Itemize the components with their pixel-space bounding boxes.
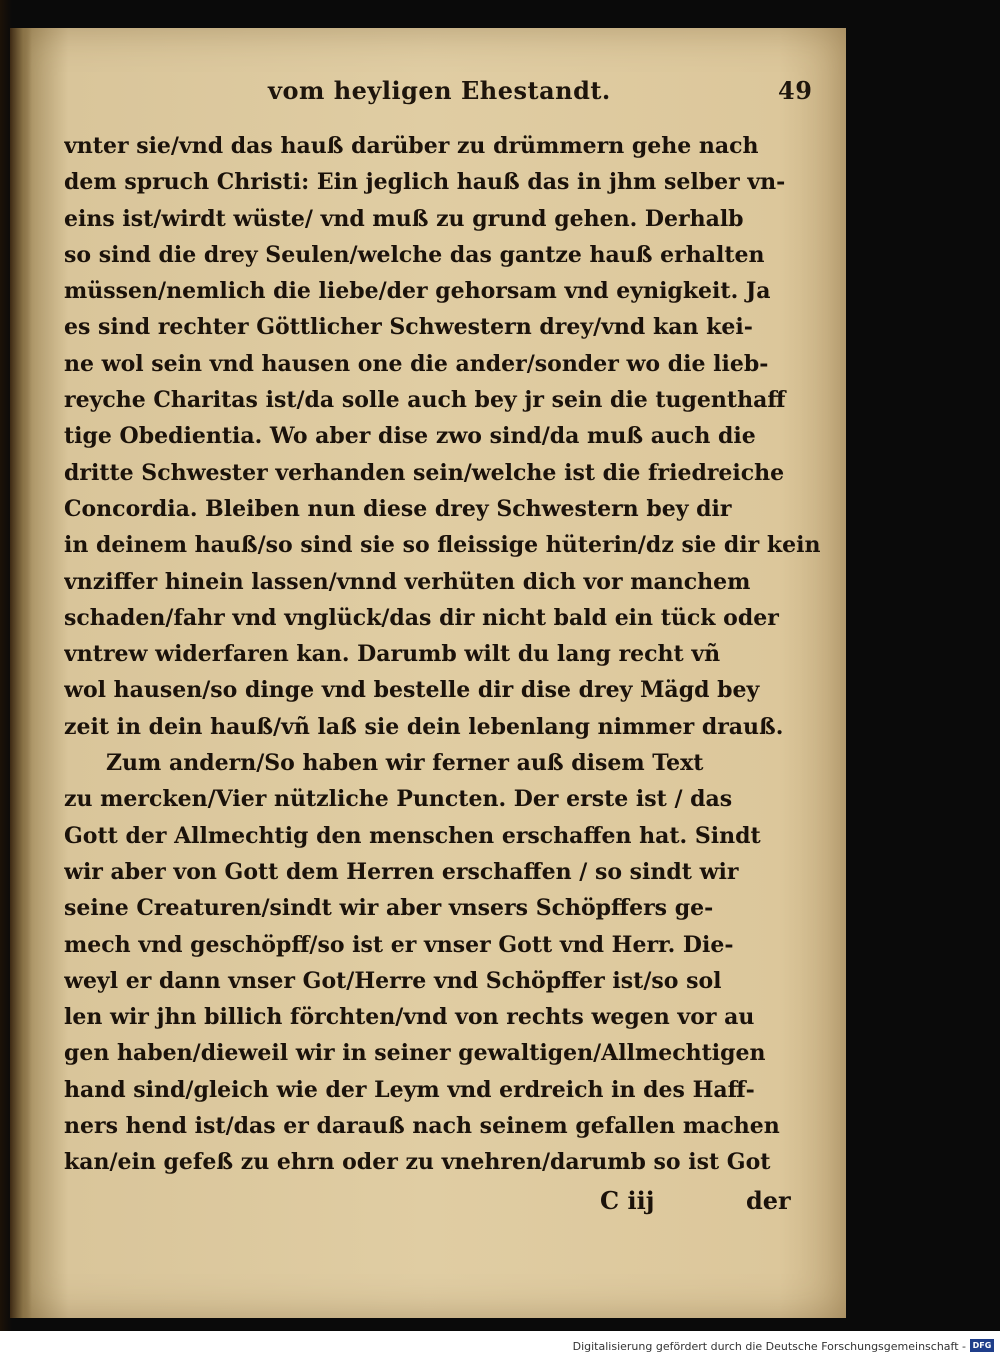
text-line: kan/ein gefeß zu ehrn oder zu vnehren/darumb so ist Got — [64, 1149, 771, 1176]
text-line: wir aber von Gott dem Herren erschaffen / so sindt wir — [64, 858, 739, 885]
catchword: der — [746, 1186, 791, 1215]
text-line: mech vnd geschöpff/so ist er vnser Gott vnd Herr. Die- — [64, 931, 734, 958]
text-line: vnziffer hinein lassen/vnnd verhüten dich vor manchem — [64, 568, 751, 595]
book-page — [10, 28, 846, 1318]
text-line: zeit in dein hauß/vñ laß sie dein lebenlang nimmer drauß. — [64, 713, 784, 740]
dfg-logo: DFG — [970, 1339, 994, 1352]
text-line: Concordia. Bleiben nun diese drey Schwestern bey dir — [64, 495, 732, 522]
text-line: seine Creaturen/sindt wir aber vnsers Schöpffers ge- — [64, 895, 714, 922]
catchline — [600, 1186, 830, 1222]
text-line: reyche Charitas ist/da solle auch bey jr sein die tugenthaff — [64, 387, 786, 414]
text-line: schaden/fahr vnd vnglück/das dir nicht bald ein tück oder — [64, 604, 779, 631]
funding-credit: Digitalisierung gefördert durch die Deutsche Forschungsgemeinschaft - — [572, 1340, 966, 1353]
page-binding-shadow — [10, 28, 32, 1318]
text-line: weyl er dann vnser Got/Herre vnd Schöpffer ist/so sol — [64, 967, 722, 994]
page-number: 49 — [778, 76, 813, 105]
text-line: dritte Schwester verhanden sein/welche ist die friedreiche — [64, 459, 785, 486]
text-line: Gott der Allmechtig den menschen erschaffen hat. Sindt — [64, 822, 761, 849]
text-line: wol hausen/so dinge vnd bestelle dir dise drey Mägd bey — [64, 677, 760, 704]
text-line: vntrew widerfaren kan. Darumb wilt du lang recht vñ — [64, 641, 721, 668]
signature-mark: C iij — [600, 1186, 655, 1215]
text-line: hand sind/gleich wie der Leym vnd erdreich in des Haff- — [64, 1076, 755, 1103]
text-line: gen haben/dieweil wir in seiner gewaltigen/Allmechtigen — [64, 1040, 766, 1067]
text-line: len wir jhn billich förchten/vnd von rechts wegen vor au — [64, 1004, 755, 1031]
text-line: tige Obedientia. Wo aber dise zwo sind/da muß auch die — [64, 423, 756, 450]
text-line: ners hend ist/das er darauß nach seinem gefallen machen — [64, 1113, 780, 1140]
body-text — [64, 128, 824, 1181]
footer-bar — [0, 1331, 1000, 1359]
text-line: vnter sie/vnd das hauß darüber zu drümmern gehe nach — [64, 133, 759, 159]
text-line: so sind die drey Seulen/welche das gantze hauß erhalten — [64, 241, 765, 268]
text-line: zu mercken/Vier nützliche Puncten. Der erste ist / das — [64, 786, 733, 813]
running-title: vom heyligen Ehestandt. — [268, 76, 611, 105]
running-head — [268, 76, 828, 112]
text-line: dem spruch Christi: Ein jeglich hauß das in jhm selber vn- — [64, 169, 786, 196]
paragraph-start-line: Zum andern/So haben wir ferner auß disem Text — [106, 750, 704, 777]
text-line: müssen/nemlich die liebe/der gehorsam vnd eynigkeit. Ja — [64, 278, 771, 305]
text-line: in deinem hauß/so sind sie so fleissige hüterin/dz sie dir kein — [64, 532, 821, 559]
text-line: eins ist/wirdt wüste/ vnd muß zu grund gehen. Derhalb — [64, 205, 744, 232]
text-line: ne wol sein vnd hausen one die ander/sonder wo die lieb- — [64, 350, 769, 377]
text-line: es sind rechter Göttlicher Schwestern drey/vnd kan kei- — [64, 314, 753, 341]
